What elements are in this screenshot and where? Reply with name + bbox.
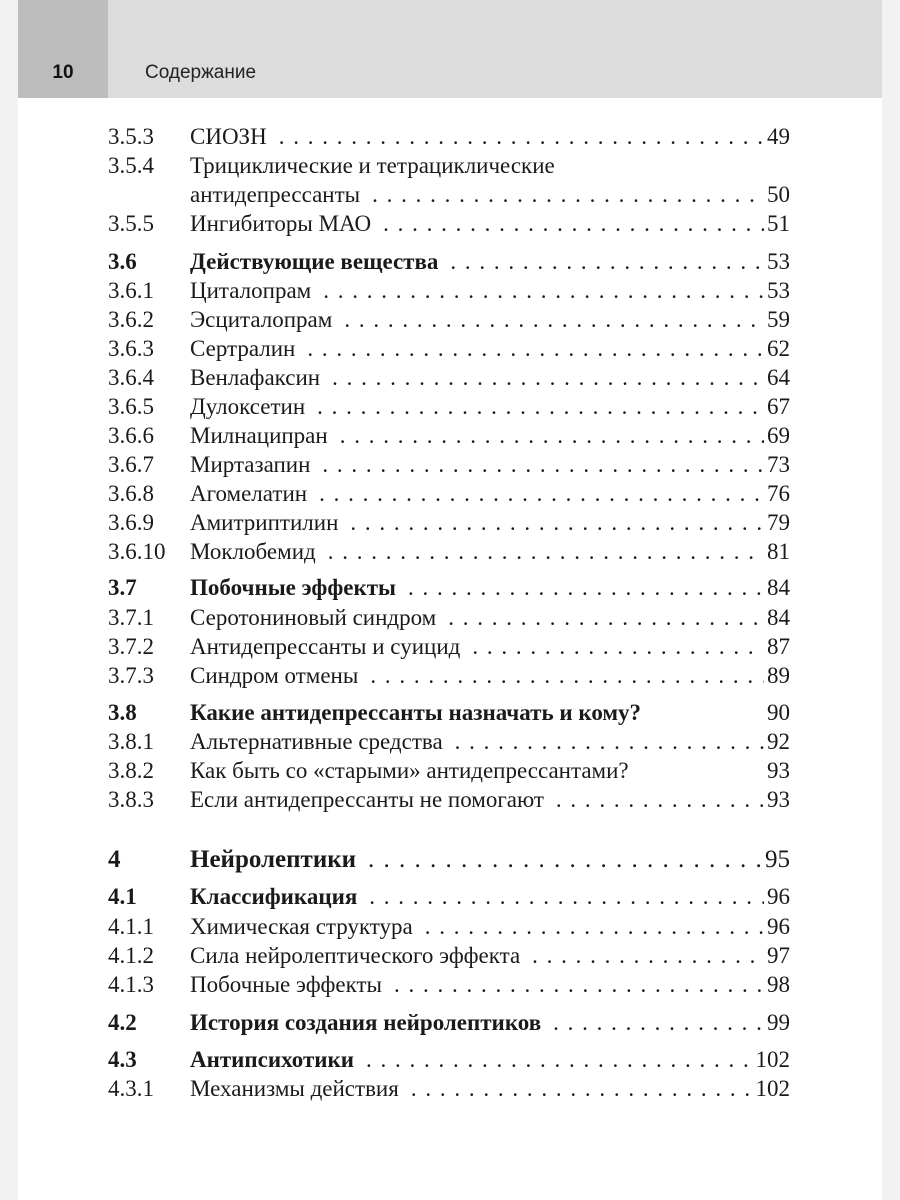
toc-entry-title: Моклобемид [190,539,316,564]
dot-leader [399,1074,756,1104]
running-header-title: Содержание [145,62,257,83]
toc-section [108,247,790,277]
toc-entry-title: Как быть со «старыми» антидепрессантами? [190,758,629,783]
toc-entry-title: Миртазапин [190,452,311,477]
toc-chapter-page: 95 [765,846,790,873]
toc-entry-number: 3.6.3 [108,336,154,361]
toc-entry-title: Синдром отмены [190,663,359,688]
toc-entry-page: 51 [767,211,790,236]
toc-entry-page: 62 [767,336,790,361]
toc-section-number: 3.7 [108,575,137,600]
toc-chapter [108,845,790,875]
dot-leader [354,1045,756,1075]
dot-leader [328,421,764,451]
toc-entry-number: 3.6.4 [108,365,154,390]
toc-section-page: 53 [767,249,790,274]
toc-entry [108,785,790,815]
dot-leader [413,912,764,942]
toc-entry-number: 3.6.8 [108,481,154,506]
toc-section-page: 102 [755,1047,790,1072]
toc-entry-title: Венлафаксин [190,365,321,390]
toc-section [108,1008,790,1038]
toc-section-number: 4.3 [108,1047,137,1072]
dot-leader [438,247,764,277]
toc-entry-page: 93 [767,787,790,812]
dot-leader [520,941,764,971]
toc-entry-number: 3.6.1 [108,278,154,303]
toc-entry [108,209,790,239]
toc-entry-page: 69 [767,423,790,448]
toc-entry-page: 89 [767,663,790,688]
toc-entry-number: 3.6.9 [108,510,154,535]
toc-entry [108,537,790,567]
toc-entry-title: Антидепрессанты и суицид [190,634,461,659]
dot-leader [356,845,764,875]
toc-entry-number: 4.3.1 [108,1076,154,1101]
toc-entry-title: Сертралин [190,336,296,361]
toc-entry [108,941,790,971]
toc-entry-number: 4.1.2 [108,943,154,968]
toc-entry-page: 49 [767,124,790,149]
toc-section-page: 90 [767,700,790,725]
toc-chapter-number: 4 [108,846,121,873]
toc-entry [108,334,790,364]
toc-entry-title: Амитриптилин [190,510,339,535]
toc-entry [108,603,790,633]
dot-leader [305,392,764,422]
toc-entry [108,363,790,393]
toc-entry [108,421,790,451]
toc-entry-number: 3.7.3 [108,663,154,688]
dot-leader [382,970,764,1000]
toc-entry-number: 3.7.1 [108,605,154,630]
toc-entry [108,727,790,757]
toc-entry-page: 79 [767,510,790,535]
toc-entry-page: 81 [767,539,790,564]
toc-entry-page: 64 [767,365,790,390]
toc-section-title: Какие антидепрессанты назначать и кому? [190,700,642,725]
toc-entry-page: 67 [767,394,790,419]
toc-section-number: 3.8 [108,700,137,725]
toc-entry [108,661,790,691]
dot-leader [338,508,764,538]
toc-entry [108,305,790,335]
dot-leader [316,537,764,567]
toc-entry-title: Агомелатин [190,481,308,506]
dot-leader [267,122,764,152]
toc-entry-title: антидепрессанты [190,182,361,207]
toc-entry-continuation [108,180,790,210]
toc-entry-title: Альтернативные средства [190,729,443,754]
toc-entry-title: Если антидепрессанты не помогают [190,787,544,812]
dot-leader [541,1008,764,1038]
dot-leader [360,180,764,210]
toc-entry-number: 3.5.5 [108,211,154,236]
toc-entry-title: Сила нейролептического эффекта [190,943,521,968]
toc-entry-title: Побочные эффекты [190,972,382,997]
toc-entry-page: 97 [767,943,790,968]
toc-entry-title: Серотониновый синдром [190,605,437,630]
dot-leader [357,882,764,912]
toc-entry-number: 3.5.4 [108,153,154,178]
toc-section-number: 3.6 [108,249,137,274]
toc-entry-page: 73 [767,452,790,477]
toc-chapter-title: Нейролептики [190,846,357,873]
dot-leader [358,661,764,691]
toc-entry [108,912,790,942]
toc-entry-page: 84 [767,605,790,630]
toc-entry [108,508,790,538]
dot-leader [396,573,764,603]
toc-entry [108,479,790,509]
toc-entry-page: 98 [767,972,790,997]
toc-entry-title: Дулоксетин [190,394,306,419]
toc-entry-title: Ингибиторы МАО [190,211,372,236]
toc-entry [108,632,790,662]
toc-section-page: 96 [767,884,790,909]
toc-section-title: Антипсихотики [190,1047,354,1072]
toc-entry [108,450,790,480]
toc-entry-title: Милнаципран [190,423,328,448]
toc-entry [108,276,790,306]
toc-section-page: 99 [767,1010,790,1035]
dot-leader [307,479,764,509]
dot-leader [436,603,764,633]
toc-entry-page: 92 [767,729,790,754]
toc-entry-number: 3.6.7 [108,452,154,477]
toc-entry [108,970,790,1000]
toc-section [108,573,790,603]
toc-entry-number: 4.1.1 [108,914,154,939]
toc-section-title: Побочные эффекты [190,575,396,600]
toc-entry [108,392,790,422]
toc-entry-title: Эсциталопрам [190,307,333,332]
toc-section [108,882,790,912]
dot-leader [295,334,764,364]
toc-section-title: Классификация [190,884,358,909]
toc-entry-title: Трициклические и тетрациклические [190,153,555,178]
toc-entry-title: СИОЗН [190,124,267,149]
toc-entry [108,122,790,152]
toc-entry-number: 3.8.2 [108,758,154,783]
toc-entry-number: 3.8.1 [108,729,154,754]
toc-entry-page: 96 [767,914,790,939]
toc-entry [108,151,790,181]
toc-entry-number: 3.6.10 [108,539,166,564]
dot-leader [320,363,764,393]
toc-entry-title: Механизмы действия [190,1076,399,1101]
dot-leader [460,632,764,662]
toc-entry [108,756,790,786]
toc-section-number: 4.1 [108,884,137,909]
toc-entry [108,1074,790,1104]
toc-entry-page: 93 [767,758,790,783]
toc-section-number: 4.2 [108,1010,137,1035]
toc-entry-number: 3.8.3 [108,787,154,812]
toc-entry-page: 50 [767,182,790,207]
dot-leader [544,785,764,815]
toc-entry-number: 3.6.2 [108,307,154,332]
toc-entry-page: 102 [755,1076,790,1101]
toc-section-page: 84 [767,575,790,600]
dot-leader [443,727,764,757]
toc-entry-title: Циталопрам [190,278,312,303]
toc-entry-page: 59 [767,307,790,332]
dot-leader [310,450,764,480]
page-number: 10 [52,62,74,83]
toc-section [108,1045,790,1075]
toc-entry-number: 4.1.3 [108,972,154,997]
toc-entry-page: 87 [767,634,790,659]
dot-leader [332,305,764,335]
toc-entry-page: 76 [767,481,790,506]
dot-leader [311,276,764,306]
toc-section [108,698,790,728]
toc-entry-page: 53 [767,278,790,303]
toc-entry-number: 3.6.5 [108,394,154,419]
toc-entry-title: Химическая структура [190,914,413,939]
dot-leader [371,209,764,239]
toc-entry-number: 3.7.2 [108,634,154,659]
toc-section-title: Действующие вещества [190,249,439,274]
toc-section-title: История создания нейролептиков [190,1010,542,1035]
toc-entry-number: 3.6.6 [108,423,154,448]
toc-entry-number: 3.5.3 [108,124,154,149]
